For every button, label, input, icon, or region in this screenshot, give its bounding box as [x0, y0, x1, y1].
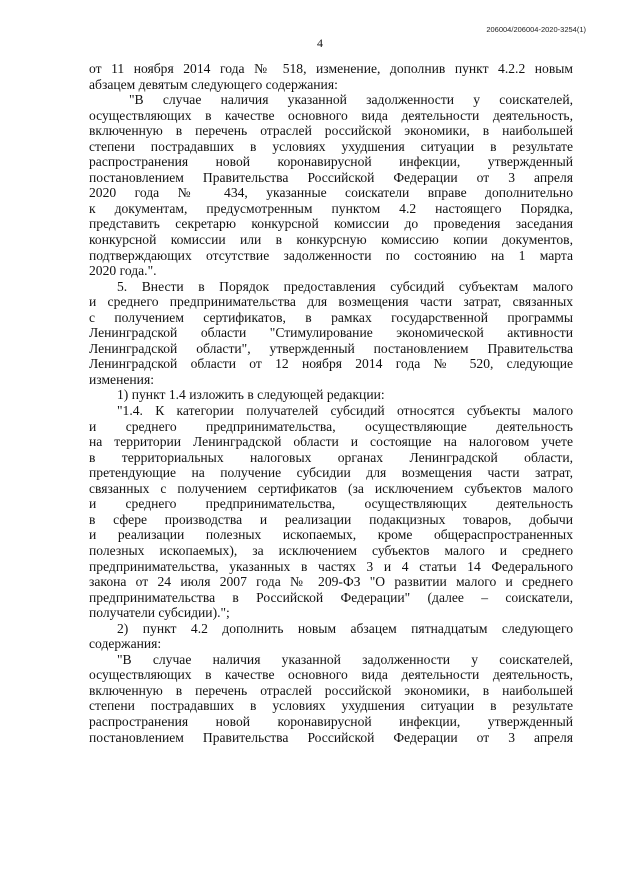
text-line: и реализации полезных ископаемых, кроме общераспространенных — [89, 527, 573, 543]
text-line: степени пострадавших в условиях ухудшения ситуации в результате — [89, 698, 573, 714]
text-line: 1) пункт 1.4 изложить в следующей редакции: — [117, 387, 385, 403]
text-line: распространения новой коронавирусной инфекции, утвержденный — [89, 154, 573, 170]
text-line: в сфере производства и реализации подакцизных товаров, добычи — [89, 511, 573, 527]
text-line: и среднего предпринимательства, осуществляющих деятельность — [89, 496, 573, 512]
text-line: 5. Внести в Порядок предоставления субсидий субъектам малого — [117, 278, 573, 294]
page-number: 4 — [317, 36, 323, 50]
text-line: предпринимательства, указанных в частях 3 и 4 статьи 14 Федерального — [89, 558, 573, 574]
text-line: постановлением Правительства Российской Федерации от 3 апреля — [89, 169, 573, 185]
text-line: закона от 24 июля 2007 года № 209-ФЗ "О развитии малого и среднего — [89, 574, 573, 590]
text-line: изменения: — [89, 371, 154, 387]
text-line: к документам, предусмотренным пунктом 4.2 настоящего Порядка, — [89, 200, 573, 216]
text-line: Ленинградской области "Стимулирование экономической активности — [89, 325, 573, 341]
text-line: осуществляющих в качестве основного вида деятельности деятельность, — [89, 667, 573, 683]
text-line: 2020 года № 434, указанные соискатели вправе дополнительно — [89, 185, 573, 201]
document-code: 206004/206004-2020-3254(1) — [486, 25, 586, 34]
text-line: "В случае наличия указанной задолженности у соискателей, — [129, 92, 573, 108]
text-line: содержания: — [89, 636, 162, 652]
text-line: Ленинградской области", утвержденный постановлением Правительства — [89, 340, 573, 356]
text-line: получатели субсидии)."; — [89, 605, 230, 621]
document-body — [89, 61, 573, 745]
text-line: распространения новой коронавирусной инфекции, утвержденный — [89, 713, 573, 729]
text-line: включенную в перечень отраслей российской экономики, в наибольшей — [89, 123, 573, 139]
text-line: Ленинградской области от 12 ноября 2014 года № 520, следующие — [89, 356, 573, 372]
text-line: предпринимательства в Российской Федерации" (далее – соискатели, — [89, 589, 573, 605]
text-line: на территории Ленинградской области и состоящие на налоговом учете — [89, 434, 573, 450]
text-line: от 11 ноября 2014 года № 518, изменение, дополнив пункт 4.2.2 новым — [89, 61, 573, 76]
text-line: степени пострадавших в условиях ухудшения ситуации в результате — [89, 138, 573, 154]
text-line: "В случае наличия указанной задолженности у соискателей, — [117, 651, 573, 667]
text-line: представить секретарю конкурсной комиссии до проведения заседания — [89, 216, 573, 232]
text-line: связанных с получением сертификатов (за исключением субъектов малого — [89, 480, 573, 496]
text-line: 2020 года.". — [89, 263, 157, 279]
text-line: конкурсной комиссии или в конкурсную комиссию копии документов, — [89, 232, 573, 248]
text-line: включенную в перечень отраслей российской экономики, в наибольшей — [89, 682, 573, 698]
text-line: и среднего предпринимательства для возмещения части затрат, связанных — [89, 294, 573, 310]
text-line: претендующие на получение субсидии для возмещения части затрат, — [89, 465, 573, 481]
text-line: с получением сертификатов, в рамках государственной программы — [89, 309, 573, 325]
text-line: "1.4. К категории получателей субсидий относятся субъекты малого — [117, 403, 573, 419]
text-line: абзацем девятым следующего содержания: — [89, 76, 338, 92]
text-line: подтверждающих отсутствие задолженности по состоянию на 1 марта — [89, 247, 573, 263]
text-line: полезных ископаемых), за исключением субъектов малого и среднего — [89, 542, 573, 558]
text-line: 2) пункт 4.2 дополнить новым абзацем пятнадцатым следующего — [117, 620, 573, 636]
text-line: и среднего предпринимательства, осуществляющие деятельность — [89, 418, 573, 434]
text-line: постановлением Правительства Российской Федерации от 3 апреля — [89, 729, 573, 745]
text-line: в территориальных налоговых органах Ленинградской области, — [89, 449, 573, 465]
text-line: осуществляющих в качестве основного вида деятельности деятельность, — [89, 107, 573, 123]
